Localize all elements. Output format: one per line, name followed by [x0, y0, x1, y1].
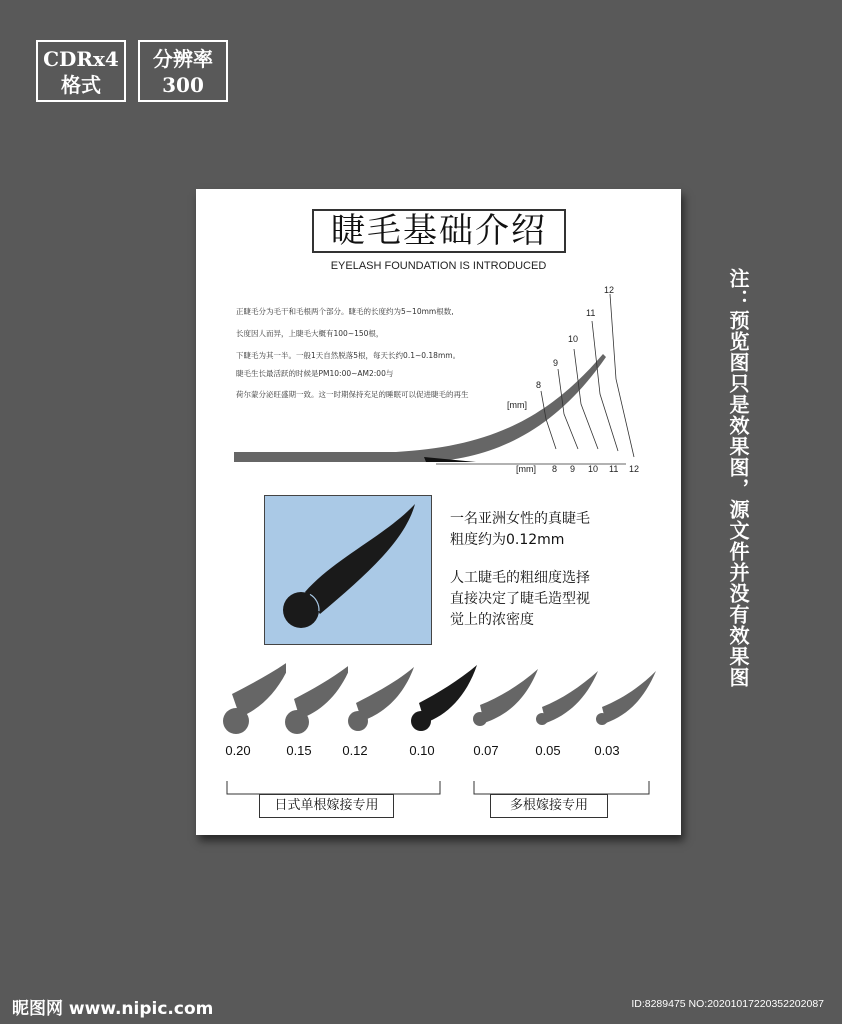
resolution-badge: [138, 40, 228, 102]
leader-line-12: [610, 294, 634, 457]
info-line: 觉上的浓密度: [450, 612, 534, 628]
site-watermark: 昵图网 www.nipic.com: [12, 999, 214, 1019]
length-label-top: 8: [536, 380, 542, 390]
info-line: 一名亚洲女性的真睫毛: [450, 511, 590, 527]
group-label-japanese: 日式单根嫁接专用: [259, 794, 394, 818]
info-line: 粗度约为0.12mm: [450, 532, 565, 548]
description-line: 睫毛生长最活跃的时候是PM10:00~AM2:00与: [236, 369, 394, 378]
lash-length-shape: [234, 354, 606, 462]
format-badge-line2: 格式: [61, 73, 101, 97]
bracket-multi: [474, 781, 649, 794]
group-label-multi: 多根嫁接专用: [490, 794, 608, 818]
unit-label-top: [mm]: [507, 400, 527, 410]
thickness-label: 0.12: [342, 743, 368, 758]
lash-cross-section-icon: [265, 496, 433, 646]
length-label-bottom: 11: [609, 464, 619, 474]
lash-thickness-icon: [590, 669, 670, 739]
length-label-top: 10: [568, 334, 579, 344]
poster-subtitle: EYELASH FOUNDATION IS INTRODUCED: [330, 260, 547, 272]
thickness-label: 0.10: [409, 743, 435, 758]
length-label-top: 9: [553, 358, 559, 368]
description-line: 下睫毛为其一半。一般1天自然脱落5根，每天长约0.1~0.18mm。: [236, 351, 461, 360]
format-badge-line1: CDRx4: [43, 47, 119, 71]
length-label-bottom: 9: [570, 464, 576, 474]
thickness-label: 0.05: [535, 743, 561, 758]
length-label-top: 11: [586, 308, 596, 318]
bracket-japanese: [227, 781, 440, 794]
lash-thickness-icon: [278, 661, 348, 741]
thickness-label: 0.07: [473, 743, 499, 758]
unit-label-bottom: [mm]: [516, 464, 536, 474]
description-line: 长度因人而异，上睫毛大概有100~150根，: [236, 329, 384, 338]
lash-thickness-icon: [216, 659, 286, 739]
format-badge: [36, 40, 126, 102]
info-line: 直接决定了睫毛造型视: [450, 591, 590, 607]
info-line: 人工睫毛的粗细度选择: [450, 570, 590, 586]
id-watermark: ID:8289475 NO:20201017220352202087: [631, 998, 824, 1010]
poster: [196, 189, 681, 835]
thickness-label: 0.15: [286, 743, 312, 758]
description-line: 正睫毛分为毛干和毛根两个部分。睫毛的长度约为5~10mm根数,: [236, 307, 454, 316]
poster-title: 睫毛基础介绍: [312, 209, 566, 253]
thickness-label: 0.20: [225, 743, 251, 758]
description-line: 荷尔蒙分泌旺盛期一致。这一时期保持充足的睡眠可以促进睫毛的再生: [236, 390, 469, 399]
thickness-label: 0.03: [594, 743, 620, 758]
length-label-bottom: 12: [629, 464, 640, 474]
length-label-bottom: 10: [588, 464, 599, 474]
preview-note: 注：预览图只是效果图，源文件并没有效果图: [726, 268, 750, 688]
length-label-top: 12: [604, 285, 615, 295]
leader-line-11: [592, 321, 618, 451]
leader-line-9: [558, 369, 578, 449]
resolution-badge-line1: 分辨率: [153, 47, 213, 71]
length-label-bottom: 8: [552, 464, 558, 474]
lash-cross-section-box: [264, 495, 432, 645]
resolution-badge-line2: 300: [162, 73, 204, 97]
